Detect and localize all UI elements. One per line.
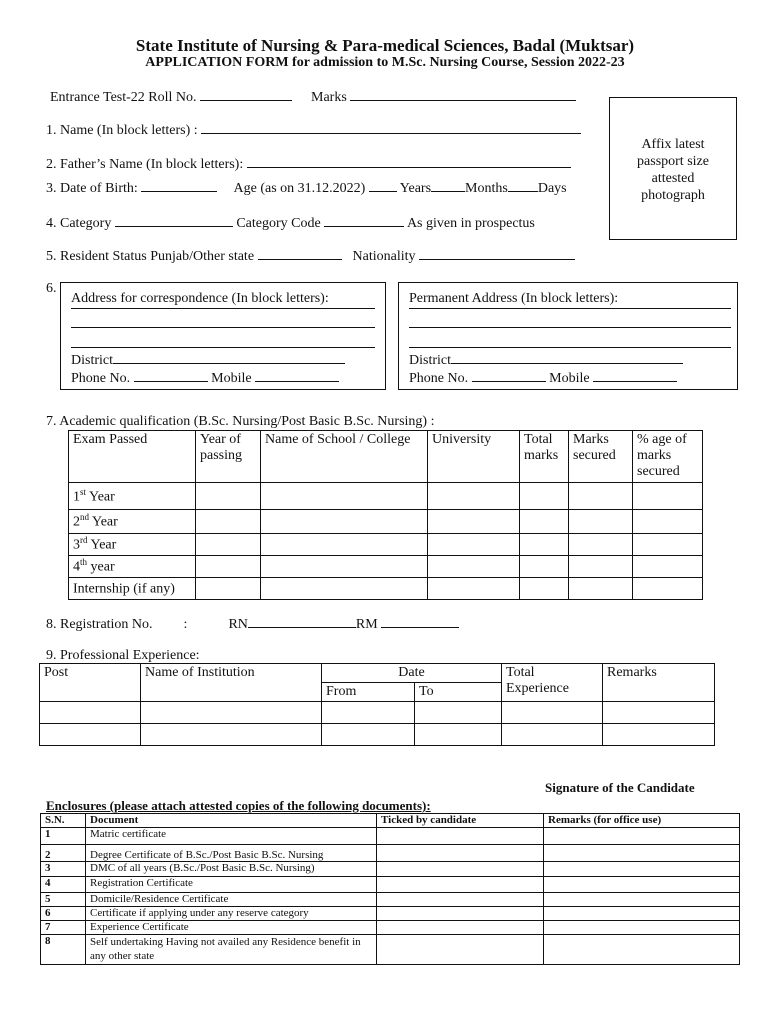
table-row	[41, 921, 740, 935]
roll-no-label: Entrance Test-22 Roll No.	[50, 90, 197, 105]
column-header: Exam Passed	[69, 431, 196, 483]
percent-cell[interactable]	[633, 534, 703, 556]
to-cell[interactable]	[415, 702, 502, 724]
total-cell[interactable]	[520, 534, 569, 556]
years-label: Years	[399, 181, 432, 196]
institution-cell[interactable]	[141, 724, 322, 746]
table-row	[41, 893, 740, 907]
column-header: Document	[86, 814, 377, 828]
tick-cell[interactable]	[377, 862, 544, 877]
table-row	[41, 814, 740, 828]
secured-cell[interactable]	[569, 510, 633, 534]
document-cell: Domicile/Residence Certificate	[86, 893, 377, 907]
remarks-cell[interactable]	[544, 907, 740, 921]
permanent-address-label: Permanent Address (In block letters):	[409, 291, 619, 306]
secured-cell[interactable]	[569, 577, 633, 599]
rn-field[interactable]	[248, 614, 356, 628]
enclosures-table	[40, 813, 740, 965]
permanent-address-box[interactable]	[398, 282, 738, 390]
dob-row	[46, 178, 567, 197]
document-cell: Certificate if applying under any reserve category	[86, 907, 377, 921]
district-label: District	[409, 353, 451, 368]
resident-status-field[interactable]	[258, 246, 342, 260]
year-cell[interactable]	[196, 510, 261, 534]
table-row	[40, 702, 715, 724]
year-cell[interactable]	[196, 577, 261, 599]
tick-cell[interactable]	[377, 828, 544, 845]
table-row	[41, 935, 740, 965]
phone-label: Phone No.	[409, 371, 469, 386]
remarks-cell[interactable]	[603, 724, 715, 746]
registration-colon: :	[183, 617, 188, 632]
column-header: From	[322, 683, 415, 702]
percent-cell[interactable]	[633, 555, 703, 577]
column-header: Date	[322, 664, 502, 683]
sn-cell: 6	[41, 907, 86, 921]
category-field[interactable]	[115, 213, 233, 227]
university-cell[interactable]	[428, 534, 520, 556]
enclosures-heading: Enclosures (please attach attested copies of the following documents):	[46, 798, 431, 813]
column-header: Marks secured	[569, 431, 633, 483]
photo-box[interactable]	[609, 97, 737, 240]
table-row	[69, 534, 703, 556]
category-code-field[interactable]	[324, 213, 404, 227]
remarks-cell[interactable]	[544, 877, 740, 893]
secured-cell[interactable]	[569, 555, 633, 577]
document-cell: Self undertaking Having not availed any Residence benefit in any other state	[86, 935, 377, 965]
secured-cell[interactable]	[569, 534, 633, 556]
signature-label: Signature of the Candidate	[545, 780, 695, 795]
academic-table	[68, 430, 703, 600]
district-label: District	[71, 353, 113, 368]
rm-field[interactable]	[381, 614, 459, 628]
percent-cell[interactable]	[633, 510, 703, 534]
table-row	[69, 555, 703, 577]
exam-label: 4th year	[69, 555, 196, 577]
column-header: S.N.	[41, 814, 86, 828]
document-cell: Experience Certificate	[86, 921, 377, 935]
secured-cell[interactable]	[569, 483, 633, 510]
tick-cell[interactable]	[377, 921, 544, 935]
photo-line: attested	[651, 171, 695, 186]
name-label: 1. Name (In block letters) :	[46, 123, 198, 138]
roll-no-row	[50, 87, 576, 106]
table-row	[41, 907, 740, 921]
exam-label: Internship (if any)	[69, 577, 196, 599]
form-title: State Institute of Nursing & Para-medical Sciences, Badal (Muktsar)	[135, 36, 635, 55]
document-cell: Matric certificate	[86, 828, 377, 845]
remarks-cell[interactable]	[603, 702, 715, 724]
tick-cell[interactable]	[377, 877, 544, 893]
post-cell[interactable]	[40, 724, 141, 746]
total-cell[interactable]	[520, 555, 569, 577]
table-row	[69, 431, 703, 483]
age-months-field[interactable]	[431, 178, 465, 192]
tick-cell[interactable]	[377, 935, 544, 965]
from-cell[interactable]	[322, 724, 415, 746]
column-header: Total marks	[520, 431, 569, 483]
academic-heading: 7. Academic qualification (B.Sc. Nursing/Post Basic B.Sc. Nursing) :	[46, 414, 435, 429]
address-number: 6.	[46, 281, 57, 296]
university-cell[interactable]	[428, 555, 520, 577]
total-cell[interactable]	[502, 724, 603, 746]
table-row	[40, 664, 715, 683]
correspondence-address-label: Address for correspondence (In block letters):	[71, 291, 329, 306]
sn-cell: 5	[41, 893, 86, 907]
school-cell[interactable]	[261, 510, 428, 534]
mobile-field[interactable]	[593, 368, 677, 382]
year-cell[interactable]	[196, 483, 261, 510]
photo-line: passport size	[637, 154, 709, 169]
school-cell[interactable]	[261, 555, 428, 577]
photo-line: photograph	[641, 188, 705, 203]
column-header: Remarks	[603, 664, 715, 702]
age-label: Age (as on 31.12.2022)	[233, 181, 366, 196]
table-row	[41, 862, 740, 877]
name-field[interactable]	[201, 120, 581, 134]
phone-label: Phone No.	[71, 371, 131, 386]
nationality-field[interactable]	[419, 246, 575, 260]
marks-label: Marks	[311, 90, 347, 105]
resident-status-label: 5. Resident Status Punjab/Other state	[46, 249, 255, 264]
remarks-cell[interactable]	[544, 862, 740, 877]
registration-row	[46, 614, 459, 633]
document-cell: Registration Certificate	[86, 877, 377, 893]
university-cell[interactable]	[428, 483, 520, 510]
table-row	[40, 724, 715, 746]
experience-table	[39, 663, 715, 746]
category-label: 4. Category	[46, 216, 112, 231]
column-header: Total Experience	[502, 664, 603, 702]
remarks-cell[interactable]	[544, 921, 740, 935]
total-cell[interactable]	[502, 702, 603, 724]
school-cell[interactable]	[261, 577, 428, 599]
exam-label: 3rd Year	[69, 534, 196, 556]
correspondence-address-box[interactable]	[60, 282, 386, 390]
total-cell[interactable]	[520, 483, 569, 510]
sn-cell: 8	[41, 935, 86, 965]
months-label: Months	[465, 181, 508, 196]
name-row	[46, 120, 581, 139]
father-name-row	[46, 154, 571, 173]
column-header: Post	[40, 664, 141, 702]
percent-cell[interactable]	[633, 483, 703, 510]
from-cell[interactable]	[322, 702, 415, 724]
post-cell[interactable]	[40, 702, 141, 724]
university-cell[interactable]	[428, 510, 520, 534]
roll-no-field[interactable]	[200, 87, 292, 101]
registration-label: 8. Registration No.	[46, 617, 153, 632]
column-header: University	[428, 431, 520, 483]
table-row	[69, 577, 703, 599]
school-cell[interactable]	[261, 534, 428, 556]
sn-cell: 7	[41, 921, 86, 935]
photo-line: Affix latest	[641, 137, 705, 152]
dob-field[interactable]	[141, 178, 217, 192]
father-name-label: 2. Father’s Name (In block letters):	[46, 157, 244, 172]
document-cell: Degree Certificate of B.Sc./Post Basic B.Sc. Nursing	[86, 845, 377, 862]
sn-cell: 2	[41, 845, 86, 862]
school-cell[interactable]	[261, 483, 428, 510]
mobile-label: Mobile	[211, 371, 252, 386]
district-field[interactable]	[451, 350, 683, 364]
institution-cell[interactable]	[141, 702, 322, 724]
table-row	[41, 845, 740, 862]
phone-field[interactable]	[134, 368, 208, 382]
rn-label: RN	[228, 617, 248, 632]
tick-cell[interactable]	[377, 893, 544, 907]
age-years-field[interactable]	[369, 178, 397, 192]
sn-cell: 4	[41, 877, 86, 893]
marks-field[interactable]	[350, 87, 576, 101]
column-header: To	[415, 683, 502, 702]
table-row	[41, 877, 740, 893]
remarks-cell[interactable]	[544, 845, 740, 862]
days-label: Days	[537, 181, 567, 196]
to-cell[interactable]	[415, 724, 502, 746]
experience-heading: 9. Professional Experience:	[46, 648, 200, 663]
document-cell: DMC of all years (B.Sc./Post Basic B.Sc. Nursing)	[86, 862, 377, 877]
exam-label: 1st Year	[69, 483, 196, 510]
category-code-label: Category Code	[236, 216, 321, 231]
mobile-label: Mobile	[549, 371, 590, 386]
form-subtitle: APPLICATION FORM for admission to M.Sc. Nursing Course, Session 2022-23	[145, 55, 625, 70]
total-cell[interactable]	[520, 577, 569, 599]
tick-cell[interactable]	[377, 845, 544, 862]
university-cell[interactable]	[428, 577, 520, 599]
year-cell[interactable]	[196, 534, 261, 556]
mobile-field[interactable]	[255, 368, 339, 382]
column-header: Name of Institution	[141, 664, 322, 702]
resident-row	[46, 246, 575, 265]
district-field[interactable]	[113, 350, 345, 364]
father-name-field[interactable]	[247, 154, 571, 168]
table-row	[69, 483, 703, 510]
remarks-cell[interactable]	[544, 893, 740, 907]
year-cell[interactable]	[196, 555, 261, 577]
age-days-field[interactable]	[508, 178, 538, 192]
column-header: Year of passing	[196, 431, 261, 483]
column-header: Remarks (for office use)	[544, 814, 740, 828]
total-cell[interactable]	[520, 510, 569, 534]
remarks-cell[interactable]	[544, 935, 740, 965]
column-header: Name of School / College	[261, 431, 428, 483]
exam-label: 2nd Year	[69, 510, 196, 534]
tick-cell[interactable]	[377, 907, 544, 921]
rm-label: RM	[355, 617, 378, 632]
as-given-label: As given in prospectus	[406, 216, 535, 231]
nationality-label: Nationality	[352, 249, 416, 264]
column-header: Ticked by candidate	[377, 814, 544, 828]
table-row	[41, 828, 740, 845]
sn-cell: 3	[41, 862, 86, 877]
remarks-cell[interactable]	[544, 828, 740, 845]
sn-cell: 1	[41, 828, 86, 845]
dob-label: 3. Date of Birth:	[46, 181, 138, 196]
category-row	[46, 213, 535, 232]
percent-cell[interactable]	[633, 577, 703, 599]
phone-field[interactable]	[472, 368, 546, 382]
table-row	[69, 510, 703, 534]
column-header: % age of marks secured	[633, 431, 703, 483]
